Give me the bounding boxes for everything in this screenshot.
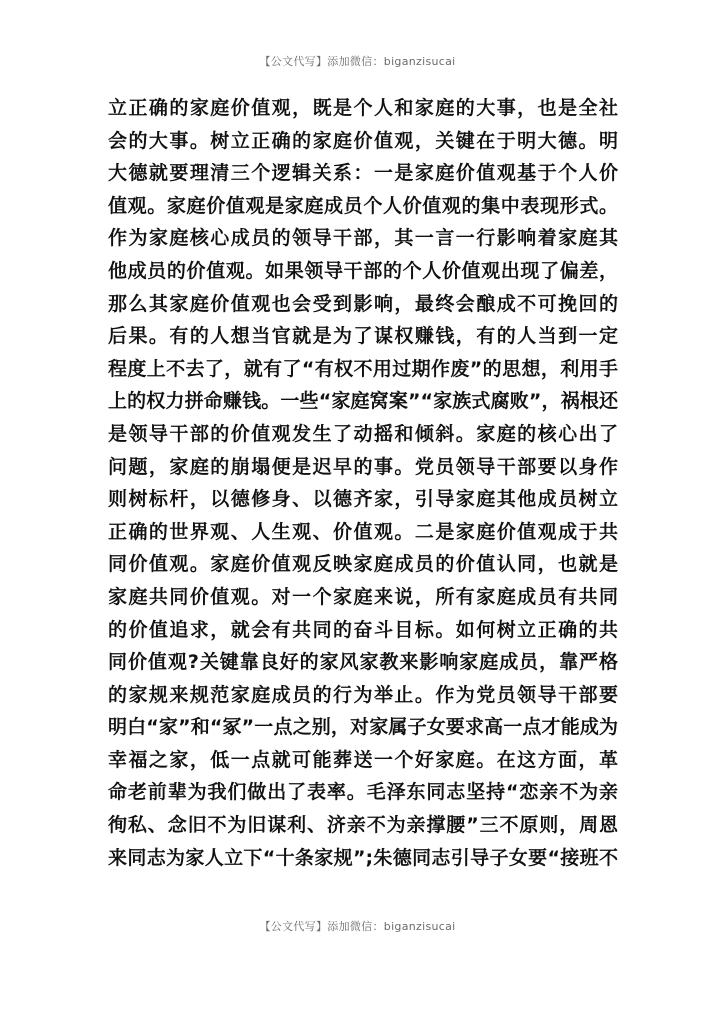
- header-watermark-note: 【公文代写】添加微信：biganzisucai: [259, 55, 456, 68]
- text-line: 值观。家庭价值观是家庭成员个人价值观的集中表现形式。: [108, 194, 618, 217]
- text-line: 来同志为家人立下“十条家规”;朱德同志引导子女要“接班不: [108, 846, 618, 869]
- text-line: 程度上不去了，就有了“有权不用过期作废”的思想，利用手: [108, 357, 618, 380]
- text-line: 是领导干部的价值观发生了动摇和倾斜。家庭的核心出了: [108, 422, 618, 445]
- text-line: 家庭共同价值观。对一个家庭来说，所有家庭成员有共同: [108, 585, 618, 608]
- text-line: 后果。有的人想当官就是为了谋权赚钱，有的人当到一定: [108, 325, 618, 348]
- text-line: 同价值观。家庭价值观反映家庭成员的价值认同，也就是: [108, 553, 618, 576]
- text-line: 徇私、念旧不为旧谋利、济亲不为亲撑腰”三不原则，周恩: [108, 814, 618, 837]
- text-line: 明白“家”和“冢”一点之别，对家属子女要求高一点才能成为: [108, 716, 618, 739]
- text-line: 同价值观?关键靠良好的家风家教来影响家庭成员，靠严格: [108, 651, 618, 674]
- text-line: 幸福之家，低一点就可能葬送一个好家庭。在这方面，革: [108, 748, 618, 771]
- text-line: 那么其家庭价值观也会受到影响，最终会酿成不可挽回的: [108, 292, 618, 315]
- text-line: 他成员的价值观。如果领导干部的个人价值观出现了偏差，: [108, 259, 618, 282]
- text-line: 命老前辈为我们做出了表率。毛泽东同志坚持“恋亲不为亲: [108, 781, 618, 804]
- text-line: 正确的世界观、人生观、价值观。二是家庭价值观成于共: [108, 520, 618, 543]
- body-paragraph: [108, 92, 618, 874]
- text-line: 问题，家庭的崩塌便是迟早的事。党员领导干部要以身作: [108, 455, 618, 478]
- text-line: 会的大事。树立正确的家庭价值观，关键在于明大德。明: [108, 129, 618, 152]
- text-line: 的价值追求，就会有共同的奋斗目标。如何树立正确的共: [108, 618, 618, 641]
- footer-watermark-note: 【公文代写】添加微信：biganzisucai: [259, 920, 456, 933]
- text-line: 上的权力拼命赚钱。一些“家庭窝案”“家族式腐败”，祸根还: [108, 390, 618, 413]
- text-line: 立正确的家庭价值观，既是个人和家庭的大事，也是全社: [108, 97, 618, 119]
- text-line: 作为家庭核心成员的领导干部，其一言一行影响着家庭其: [108, 227, 618, 250]
- text-line: 则树标杆，以德修身、以德齐家，引导家庭其他成员树立: [108, 488, 618, 511]
- text-line: 的家规来规范家庭成员的行为举止。作为党员领导干部要: [108, 683, 618, 706]
- text-line: 大德就要理清三个逻辑关系：一是家庭价值观基于个人价: [108, 162, 618, 185]
